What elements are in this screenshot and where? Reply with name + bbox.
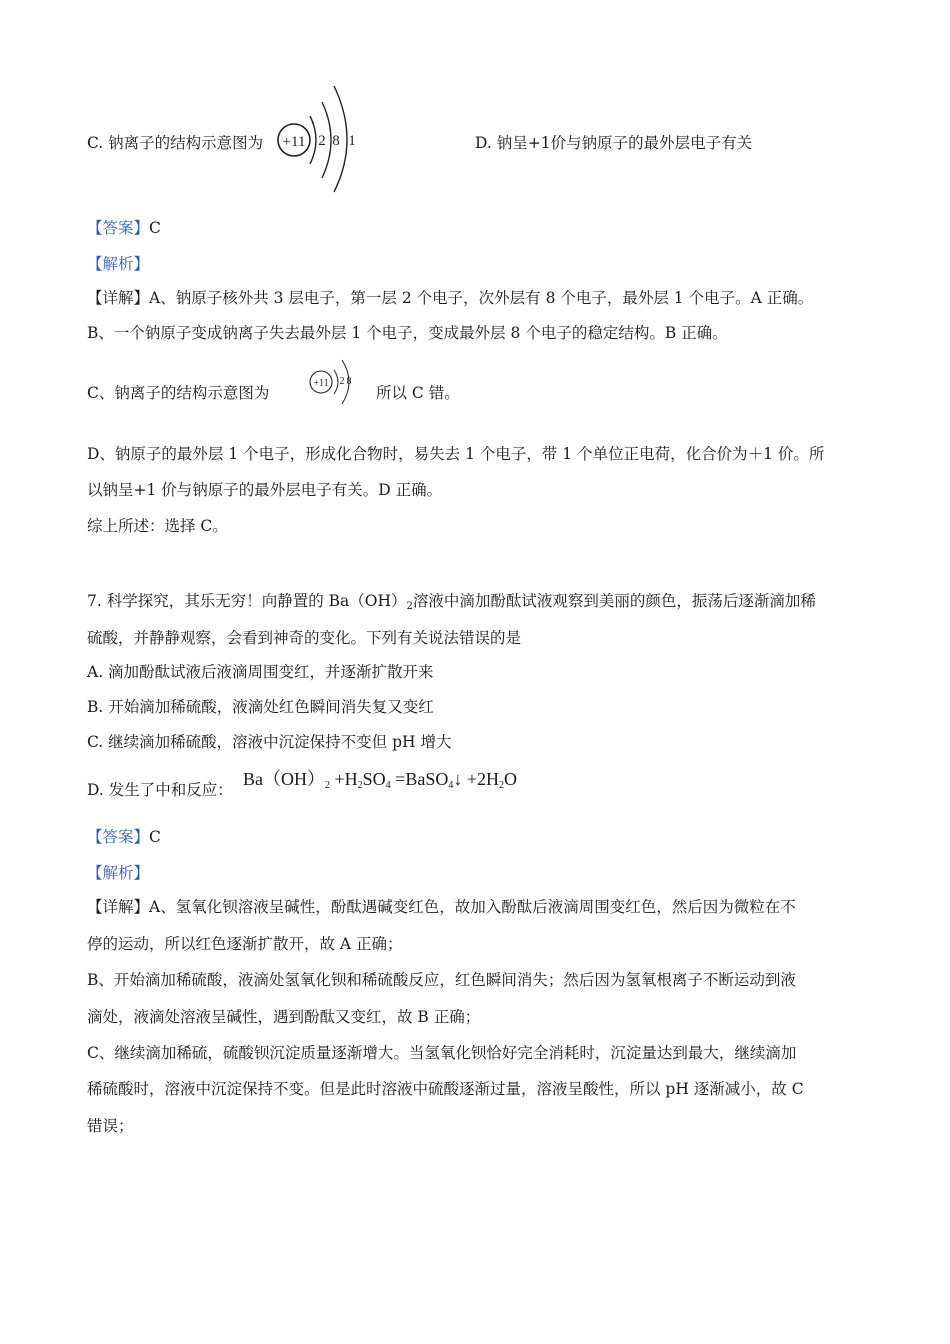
nucleus-label-small: +11 [313, 378, 329, 389]
q6-answer [87, 216, 161, 238]
detail-tag: 【详解】 [87, 898, 150, 916]
q7-option-c: C. 继续滴加稀硫酸，溶液中沉淀保持不变但 pH 增大 [87, 733, 452, 751]
detail-tag: 【详解】 [87, 289, 150, 307]
q7-stem-line2: 硫酸，并静静观察，会看到神奇的变化。下列有关说法错误的是 [87, 629, 522, 647]
detail-a-text: A、钠原子核外共 3 层电子，第一层 2 个电子，次外层有 8 个电子，最外层 1 个电子。A 正确。 [149, 289, 814, 307]
q6-detail-d-line2: 以钠呈+1 价与钠原子的最外层电子有关。D 正确。 [87, 481, 443, 499]
answer-tag: 【答案】 [87, 828, 150, 846]
shell-arc-small-1 [334, 370, 338, 394]
formula-part-5: ↓ +2H [453, 769, 499, 789]
nucleus-label: +11 [282, 134, 306, 150]
formula-sub-4: 4 [448, 780, 454, 791]
shell-count-1: 2 [318, 133, 326, 149]
q6-analysis-tag: 【解析】 [87, 255, 150, 273]
formula-sub-1: 2 [325, 780, 330, 791]
answer-value: C [149, 219, 161, 237]
q7-detail-a-line2: 停的运动，所以红色逐渐扩散开，故 A 正确； [87, 935, 403, 953]
answer-tag: 【答案】 [87, 219, 150, 237]
q7-detail-b-line1: B、开始滴加稀硫酸，液滴处氢氧化钡和稀硫酸反应，红色瞬间消失；然后因为氢氧根离子不断运动到液 [87, 971, 796, 989]
q7-detail-c-line1: C、继续滴加稀硫，硫酸钡沉淀质量逐渐增大。当氢氧化钡恰好完全消耗时，沉淀量达到最大，继续滴加 [87, 1044, 797, 1062]
formula-part-6: O [503, 769, 517, 789]
q7-detail-a-line1 [87, 895, 796, 917]
formula-part-1: Ba（OH） [243, 769, 325, 789]
q7-detail-c-line3: 错误； [87, 1117, 134, 1135]
q7-option-b: B. 开始滴加稀硫酸，液滴处红色瞬间消失复又变红 [87, 698, 434, 716]
shell-count-3: 1 [348, 133, 356, 149]
q6-detail-c-prefix: C、钠离子的结构示意图为 [87, 384, 270, 402]
formula-sub-5: 2 [498, 780, 504, 791]
formula-sub-3: 4 [385, 780, 391, 791]
q6-option-d: D. 钠呈+1价与钠原子的最外层电子有关 [475, 134, 753, 152]
q6-option-c-text: C. 钠离子的结构示意图为 [87, 134, 264, 152]
q6-summary: 综上所述：选择 C。 [87, 517, 228, 535]
formula-sub-2: 2 [357, 780, 363, 791]
formula-part-3: SO [362, 769, 386, 789]
q6-option-c [87, 131, 263, 153]
q6-option-c-diagram [276, 82, 366, 194]
q6-detail-c-suffix: 所以 C 错。 [376, 384, 460, 402]
q7-answer [87, 825, 161, 847]
q7-analysis-tag: 【解析】 [87, 864, 150, 882]
detail-a1-text: A、氢氧化钡溶液呈碱性，酚酞遇碱变红色，故加入酚酞后液滴周围变红色，然后因为微粒在不 [149, 898, 796, 916]
q6-detail-c-diagram [308, 356, 358, 406]
answer-value: C [149, 828, 161, 846]
shell-count-small-2: 8 [346, 376, 352, 387]
q7-detail-c-line2: 稀硫酸时，溶液中沉淀保持不变。但是此时溶液中硫酸逐渐过量，溶液呈酸性，所以 pH 逐渐减小，故 C [87, 1080, 804, 1098]
q7-stem-part-b: 溶液中滴加酚酞试液观察到美丽的颜色，振荡后逐渐滴加稀 [412, 592, 816, 610]
q7-reaction-formula [243, 765, 517, 791]
shell-arc-1 [310, 116, 316, 164]
q7-detail-b-line2: 滴处，液滴处溶液呈碱性，遇到酚酞又变红，故 B 正确； [87, 1008, 481, 1026]
q6-detail-b: B、一个钠原子变成钠离子失去最外层 1 个电子，变成最外层 8 个电子的稳定结构。B 正确。 [87, 324, 728, 342]
formula-part-2: +H [330, 769, 358, 789]
q6-detail-d-line1: D、钠原子的最外层 1 个电子，形成化合物时，易失去 1 个电子，带 1 个单位正电荷，化合价为＋1 价。所 [87, 445, 825, 463]
formula-part-4: =BaSO [390, 769, 449, 789]
q6-detail-a [87, 286, 813, 308]
q7-option-d: D. 发生了中和反应： [87, 781, 233, 799]
shell-count-small-1: 2 [339, 376, 345, 387]
q7-stem-line1 [87, 589, 816, 612]
q7-option-a: A. 滴加酚酞试液后液滴周围变红，并逐渐扩散开来 [87, 663, 434, 681]
shell-count-2: 8 [332, 133, 340, 149]
q7-stem-subscript: 2 [406, 601, 413, 612]
q7-stem-part-a: 7. 科学探究，其乐无穷！向静置的 Ba（OH） [87, 592, 407, 610]
